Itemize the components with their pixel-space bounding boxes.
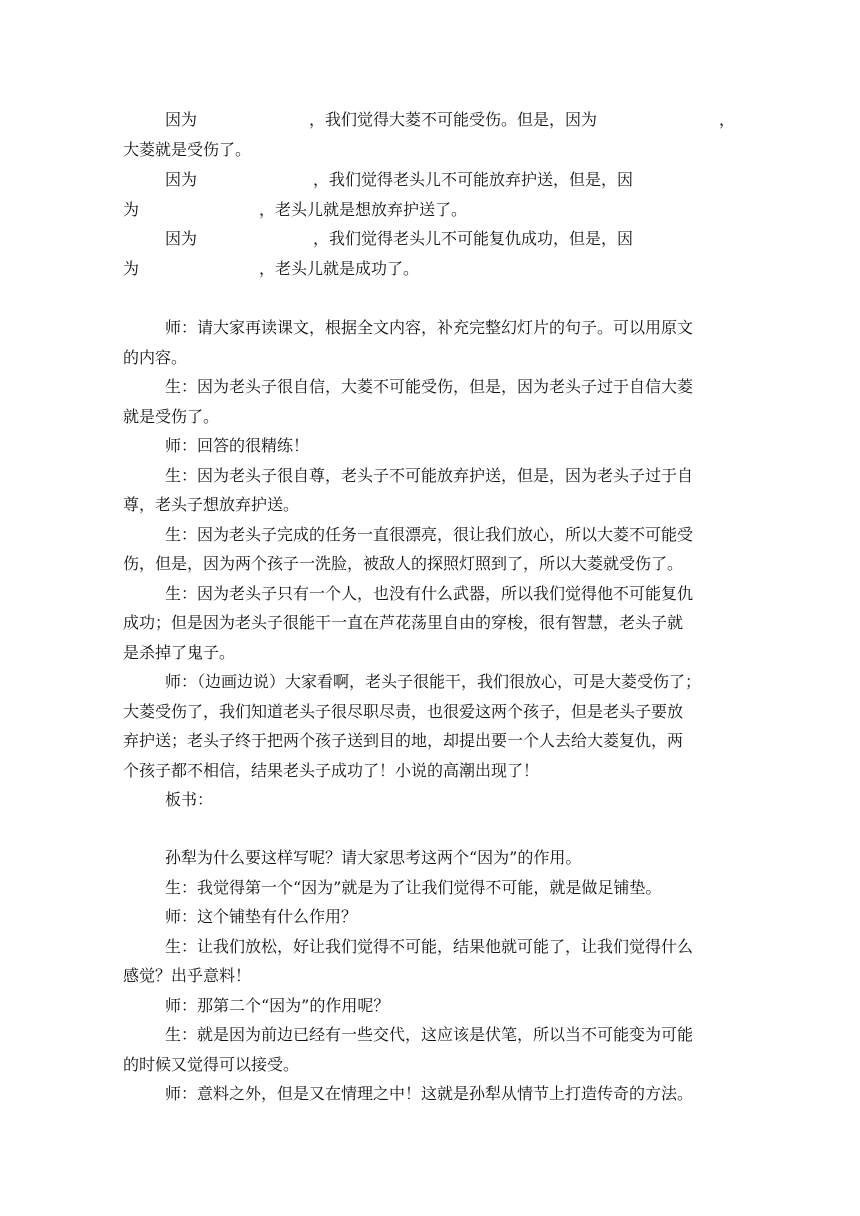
line-text: 弃护送；老头子终于把两个孩子送到目的地，却提出要一个人去给大菱复仇，两 bbox=[123, 731, 684, 750]
line-text: 感觉？出乎意料！ bbox=[123, 966, 252, 985]
paragraph-line bbox=[123, 552, 733, 576]
template-3-part-a: 因为 bbox=[165, 229, 198, 248]
template-3-part-d: ，老头儿就是成功了。 bbox=[259, 259, 420, 278]
template-3-part-b: ，我们觉得老头儿不可能复仇成功，但是，因 bbox=[313, 229, 634, 248]
paragraph-line bbox=[123, 905, 733, 929]
template-1-part-b: ，我们觉得大菱不可能受伤。但是，因为 bbox=[309, 110, 598, 129]
line-text: 生：因为老头子很自尊，老头子不可能放弃护送，但是，因为老头子过于自 bbox=[165, 466, 694, 485]
paragraph-line bbox=[123, 405, 733, 429]
paragraph-line bbox=[123, 523, 733, 547]
paragraph-line bbox=[123, 994, 733, 1018]
line-text: 师：这个铺垫有什么作用？ bbox=[165, 907, 358, 926]
paragraph-line bbox=[123, 582, 733, 606]
paragraph-line bbox=[123, 846, 733, 870]
paragraph-line bbox=[123, 346, 733, 370]
template-sentence-3-cont bbox=[123, 257, 733, 281]
paragraph-line bbox=[123, 1023, 733, 1047]
template-2-part-d: ，老头儿就是想放弃护送了。 bbox=[259, 200, 468, 219]
line-text: 孙犁为什么要这样写呢？请大家思考这两个“因为”的作用。 bbox=[165, 848, 582, 867]
line-text: 生：我觉得第一个“因为”就是为了让我们觉得不可能，就是做足铺垫。 bbox=[165, 878, 662, 897]
paragraph-line bbox=[123, 1082, 733, 1106]
template-sentence-1-cont bbox=[123, 138, 733, 162]
template-1-part-a: 因为 bbox=[165, 110, 198, 129]
paragraph-line bbox=[123, 641, 733, 665]
paragraph-line bbox=[123, 375, 733, 399]
line-text: 师：那第二个“因为”的作用呢？ bbox=[165, 996, 390, 1015]
line-text: 是杀掉了鬼子。 bbox=[123, 643, 236, 662]
line-text: 的时候又觉得可以接受。 bbox=[123, 1055, 300, 1074]
paragraph-line bbox=[123, 611, 733, 635]
line-text: 师：请大家再读课文，根据全文内容，补充完整幻灯片的句子。可以用原文 bbox=[165, 318, 694, 337]
paragraph-line bbox=[123, 935, 733, 959]
paragraph-line bbox=[123, 316, 733, 340]
paragraph-line bbox=[123, 729, 733, 753]
template-sentence-3 bbox=[123, 227, 733, 251]
line-text: 板书： bbox=[165, 790, 214, 809]
template-1-part-c: ， bbox=[719, 110, 736, 129]
paragraph-line bbox=[123, 1053, 733, 1077]
paragraph-line bbox=[123, 788, 733, 812]
line-text: 成功；但是因为老头子很能干一直在芦花荡里自由的穿梭，很有智慧，老头子就 bbox=[123, 613, 684, 632]
line-text: 师：（边画边说）大家看啊，老头子很能干，我们很放心，可是大菱受伤了； bbox=[165, 672, 702, 691]
template-2-part-c: 为 bbox=[123, 200, 140, 219]
line-text: 生：因为老头子完成的任务一直很漂亮，很让我们放心，所以大菱不可能受 bbox=[165, 525, 694, 544]
template-3-part-c: 为 bbox=[123, 259, 140, 278]
template-1-part-d: 大菱就是受伤了。 bbox=[123, 140, 252, 159]
line-text: 生：就是因为前边已经有一些交代，这应该是伏笔，所以当不可能变为可能 bbox=[165, 1025, 694, 1044]
paragraph-line bbox=[123, 434, 733, 458]
line-text: 师：意料之外，但是又在情理之中！这就是孙犁从情节上打造传奇的方法。 bbox=[165, 1084, 694, 1103]
paragraph-line bbox=[123, 759, 733, 783]
line-text: 师：回答的很精练！ bbox=[165, 436, 310, 455]
line-text: 伤，但是，因为两个孩子一洗脸，被敌人的探照灯照到了，所以大菱就受伤了。 bbox=[123, 554, 684, 573]
paragraph-line bbox=[123, 964, 733, 988]
template-sentence-2-cont bbox=[123, 198, 733, 222]
line-text: 尊，老头子想放弃护送。 bbox=[123, 495, 300, 514]
line-text: 的内容。 bbox=[123, 348, 188, 367]
template-2-part-b: ，我们觉得老头儿不可能放弃护送，但是，因 bbox=[313, 170, 634, 189]
paragraph-line bbox=[123, 700, 733, 724]
line-text: 生：因为老头子很自信，大菱不可能受伤，但是，因为老头子过于自信大菱 bbox=[165, 377, 694, 396]
paragraph-line bbox=[123, 493, 733, 517]
line-text: 生：让我们放松，好让我们觉得不可能，结果他就可能了，让我们觉得什么 bbox=[165, 937, 694, 956]
template-2-part-a: 因为 bbox=[165, 170, 198, 189]
line-text: 大菱受伤了，我们知道老头子很尽职尽责，也很爱这两个孩子，但是老头子要放 bbox=[123, 702, 684, 721]
paragraph-line bbox=[123, 670, 733, 694]
template-sentence-2 bbox=[123, 168, 733, 192]
line-text: 就是受伤了。 bbox=[123, 407, 220, 426]
paragraph-line bbox=[123, 464, 733, 488]
line-text: 个孩子都不相信，结果老头子成功了！小说的高潮出现了！ bbox=[123, 761, 540, 780]
line-text: 生：因为老头子只有一个人，也没有什么武器，所以我们觉得他不可能复仇 bbox=[165, 584, 694, 603]
paragraph-line bbox=[123, 876, 733, 900]
template-sentence-1 bbox=[123, 108, 736, 132]
